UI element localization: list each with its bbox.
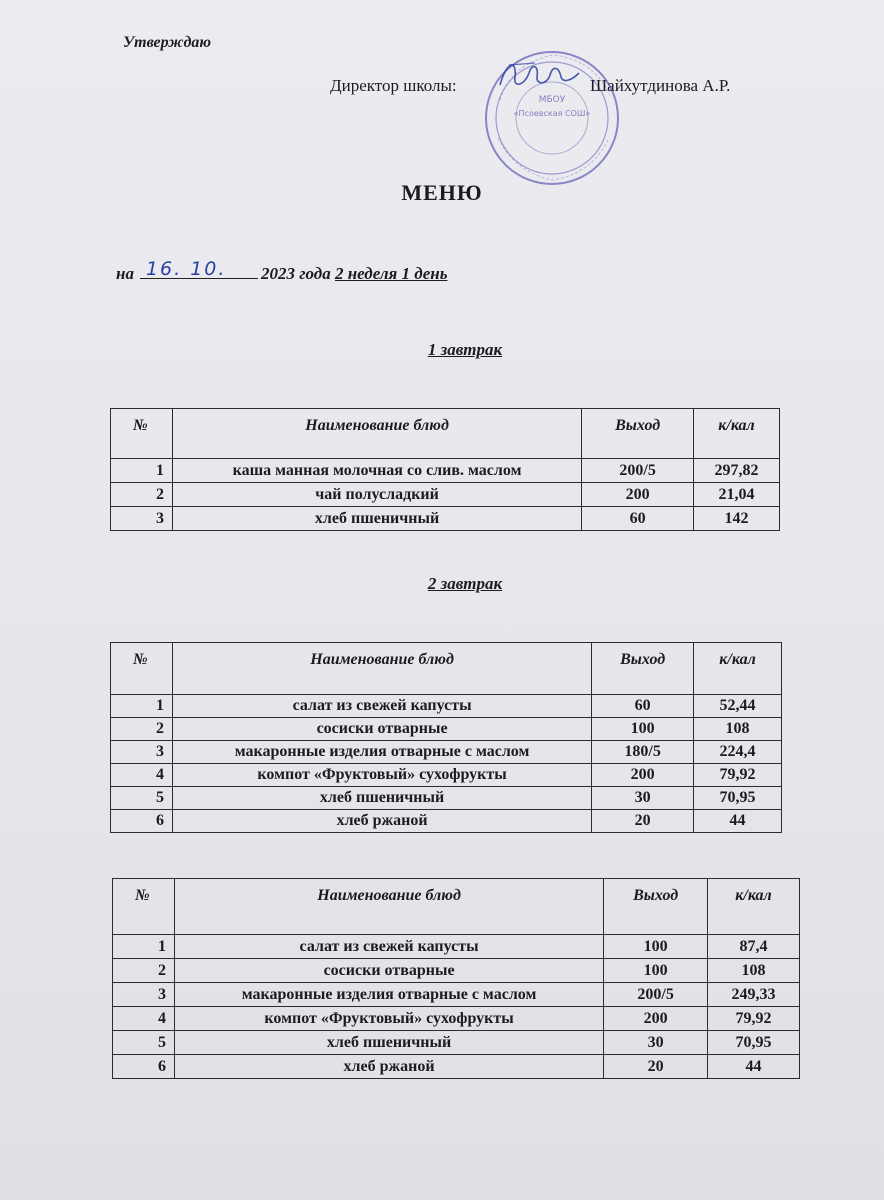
row-num: 2	[111, 718, 173, 741]
row-kcal: 79,92	[694, 764, 782, 787]
menu-table-portion-2	[112, 878, 800, 1079]
approve-label: Утверждаю	[123, 34, 212, 51]
row-output: 100	[592, 718, 694, 741]
row-num: 5	[111, 787, 173, 810]
row-num: 2	[111, 483, 173, 507]
row-num: 6	[111, 810, 173, 833]
row-kcal: 87,4	[708, 935, 800, 959]
director-name: Шайхутдинова А.Р.	[590, 76, 731, 95]
row-kcal: 224,4	[694, 741, 782, 764]
row-output: 200/5	[604, 983, 708, 1007]
row-num: 3	[111, 741, 173, 764]
row-name: компот «Фруктовый» сухофрукты	[172, 764, 591, 787]
row-num: 6	[113, 1055, 175, 1079]
col-name: Наименование блюд	[174, 879, 603, 935]
stamp-text-1: МБОУ	[538, 95, 566, 105]
row-num: 2	[113, 959, 175, 983]
col-name: Наименование блюд	[172, 643, 591, 695]
row-kcal: 142	[694, 507, 780, 531]
handwritten-date: 16. 10.	[145, 258, 227, 280]
row-output: 60	[592, 695, 694, 718]
table-row	[113, 935, 800, 959]
table-row	[113, 1007, 800, 1031]
col-kcal: к/кал	[694, 643, 782, 695]
col-name: Наименование блюд	[172, 409, 581, 459]
row-output: 100	[604, 959, 708, 983]
row-output: 20	[604, 1055, 708, 1079]
row-name: макаронные изделия отварные с маслом	[172, 741, 591, 764]
row-kcal: 249,33	[708, 983, 800, 1007]
row-kcal: 70,95	[708, 1031, 800, 1055]
section-title-breakfast-1: 1 завтрак	[427, 340, 503, 359]
row-output: 200	[604, 1007, 708, 1031]
row-kcal: 297,82	[694, 459, 780, 483]
table-header-row	[111, 409, 780, 459]
row-name: сосиски отварные	[174, 959, 603, 983]
table-row	[111, 741, 782, 764]
col-num: №	[111, 643, 173, 695]
row-output: 60	[582, 507, 694, 531]
row-name: салат из свежей капусты	[174, 935, 603, 959]
table-row	[111, 787, 782, 810]
table-row	[111, 810, 782, 833]
table-row	[113, 983, 800, 1007]
row-name: хлеб пшеничный	[172, 507, 581, 531]
date-blank	[140, 258, 258, 280]
row-output: 30	[604, 1031, 708, 1055]
page-title: МЕНЮ	[401, 180, 483, 205]
row-num: 3	[113, 983, 175, 1007]
table-row	[111, 764, 782, 787]
row-name: компот «Фруктовый» сухофрукты	[174, 1007, 603, 1031]
table-row	[111, 695, 782, 718]
col-output: Выход	[582, 409, 694, 459]
row-num: 5	[113, 1031, 175, 1055]
row-name: чай полусладкий	[172, 483, 581, 507]
row-kcal: 79,92	[708, 1007, 800, 1031]
col-num: №	[111, 409, 173, 459]
row-kcal: 52,44	[694, 695, 782, 718]
table-row	[113, 1055, 800, 1079]
col-num: №	[113, 879, 175, 935]
row-output: 20	[592, 810, 694, 833]
row-kcal: 70,95	[694, 787, 782, 810]
date-line	[116, 258, 448, 284]
row-num: 1	[111, 459, 173, 483]
menu-table-breakfast-1	[110, 408, 780, 531]
row-output: 100	[604, 935, 708, 959]
row-kcal: 44	[694, 810, 782, 833]
col-output: Выход	[592, 643, 694, 695]
stamp-text-2: «Псоевская СОШ»	[513, 109, 591, 118]
director-label: Директор школы:	[330, 76, 457, 95]
row-name: каша манная молочная со слив. маслом	[172, 459, 581, 483]
director-signature	[495, 55, 585, 95]
table-header-row	[113, 879, 800, 935]
row-output: 200	[592, 764, 694, 787]
table-header-row	[111, 643, 782, 695]
row-num: 1	[111, 695, 173, 718]
row-name: хлеб ржаной	[172, 810, 591, 833]
row-num: 3	[111, 507, 173, 531]
row-name: хлеб ржаной	[174, 1055, 603, 1079]
col-kcal: к/кал	[708, 879, 800, 935]
table-row	[111, 718, 782, 741]
col-kcal: к/кал	[694, 409, 780, 459]
row-output: 180/5	[592, 741, 694, 764]
table-row	[111, 459, 780, 483]
table-row	[111, 507, 780, 531]
row-name: хлеб пшеничный	[174, 1031, 603, 1055]
table-row	[111, 483, 780, 507]
date-year: 2023 года	[260, 264, 331, 283]
row-name: сосиски отварные	[172, 718, 591, 741]
table-row	[113, 1031, 800, 1055]
row-num: 1	[113, 935, 175, 959]
row-name: хлеб пшеничный	[172, 787, 591, 810]
section-title-breakfast-2: 2 завтрак	[427, 574, 503, 593]
row-name: макаронные изделия отварные с маслом	[174, 983, 603, 1007]
row-num: 4	[111, 764, 173, 787]
row-output: 200	[582, 483, 694, 507]
row-output: 200/5	[582, 459, 694, 483]
row-kcal: 21,04	[694, 483, 780, 507]
row-output: 30	[592, 787, 694, 810]
row-kcal: 108	[694, 718, 782, 741]
date-prefix: на	[116, 264, 134, 283]
row-name: салат из свежей капусты	[172, 695, 591, 718]
row-num: 4	[113, 1007, 175, 1031]
col-output: Выход	[604, 879, 708, 935]
row-kcal: 44	[708, 1055, 800, 1079]
week-day: 2 неделя 1 день	[334, 264, 448, 283]
table-row	[113, 959, 800, 983]
menu-table-breakfast-2	[110, 642, 782, 833]
row-kcal: 108	[708, 959, 800, 983]
